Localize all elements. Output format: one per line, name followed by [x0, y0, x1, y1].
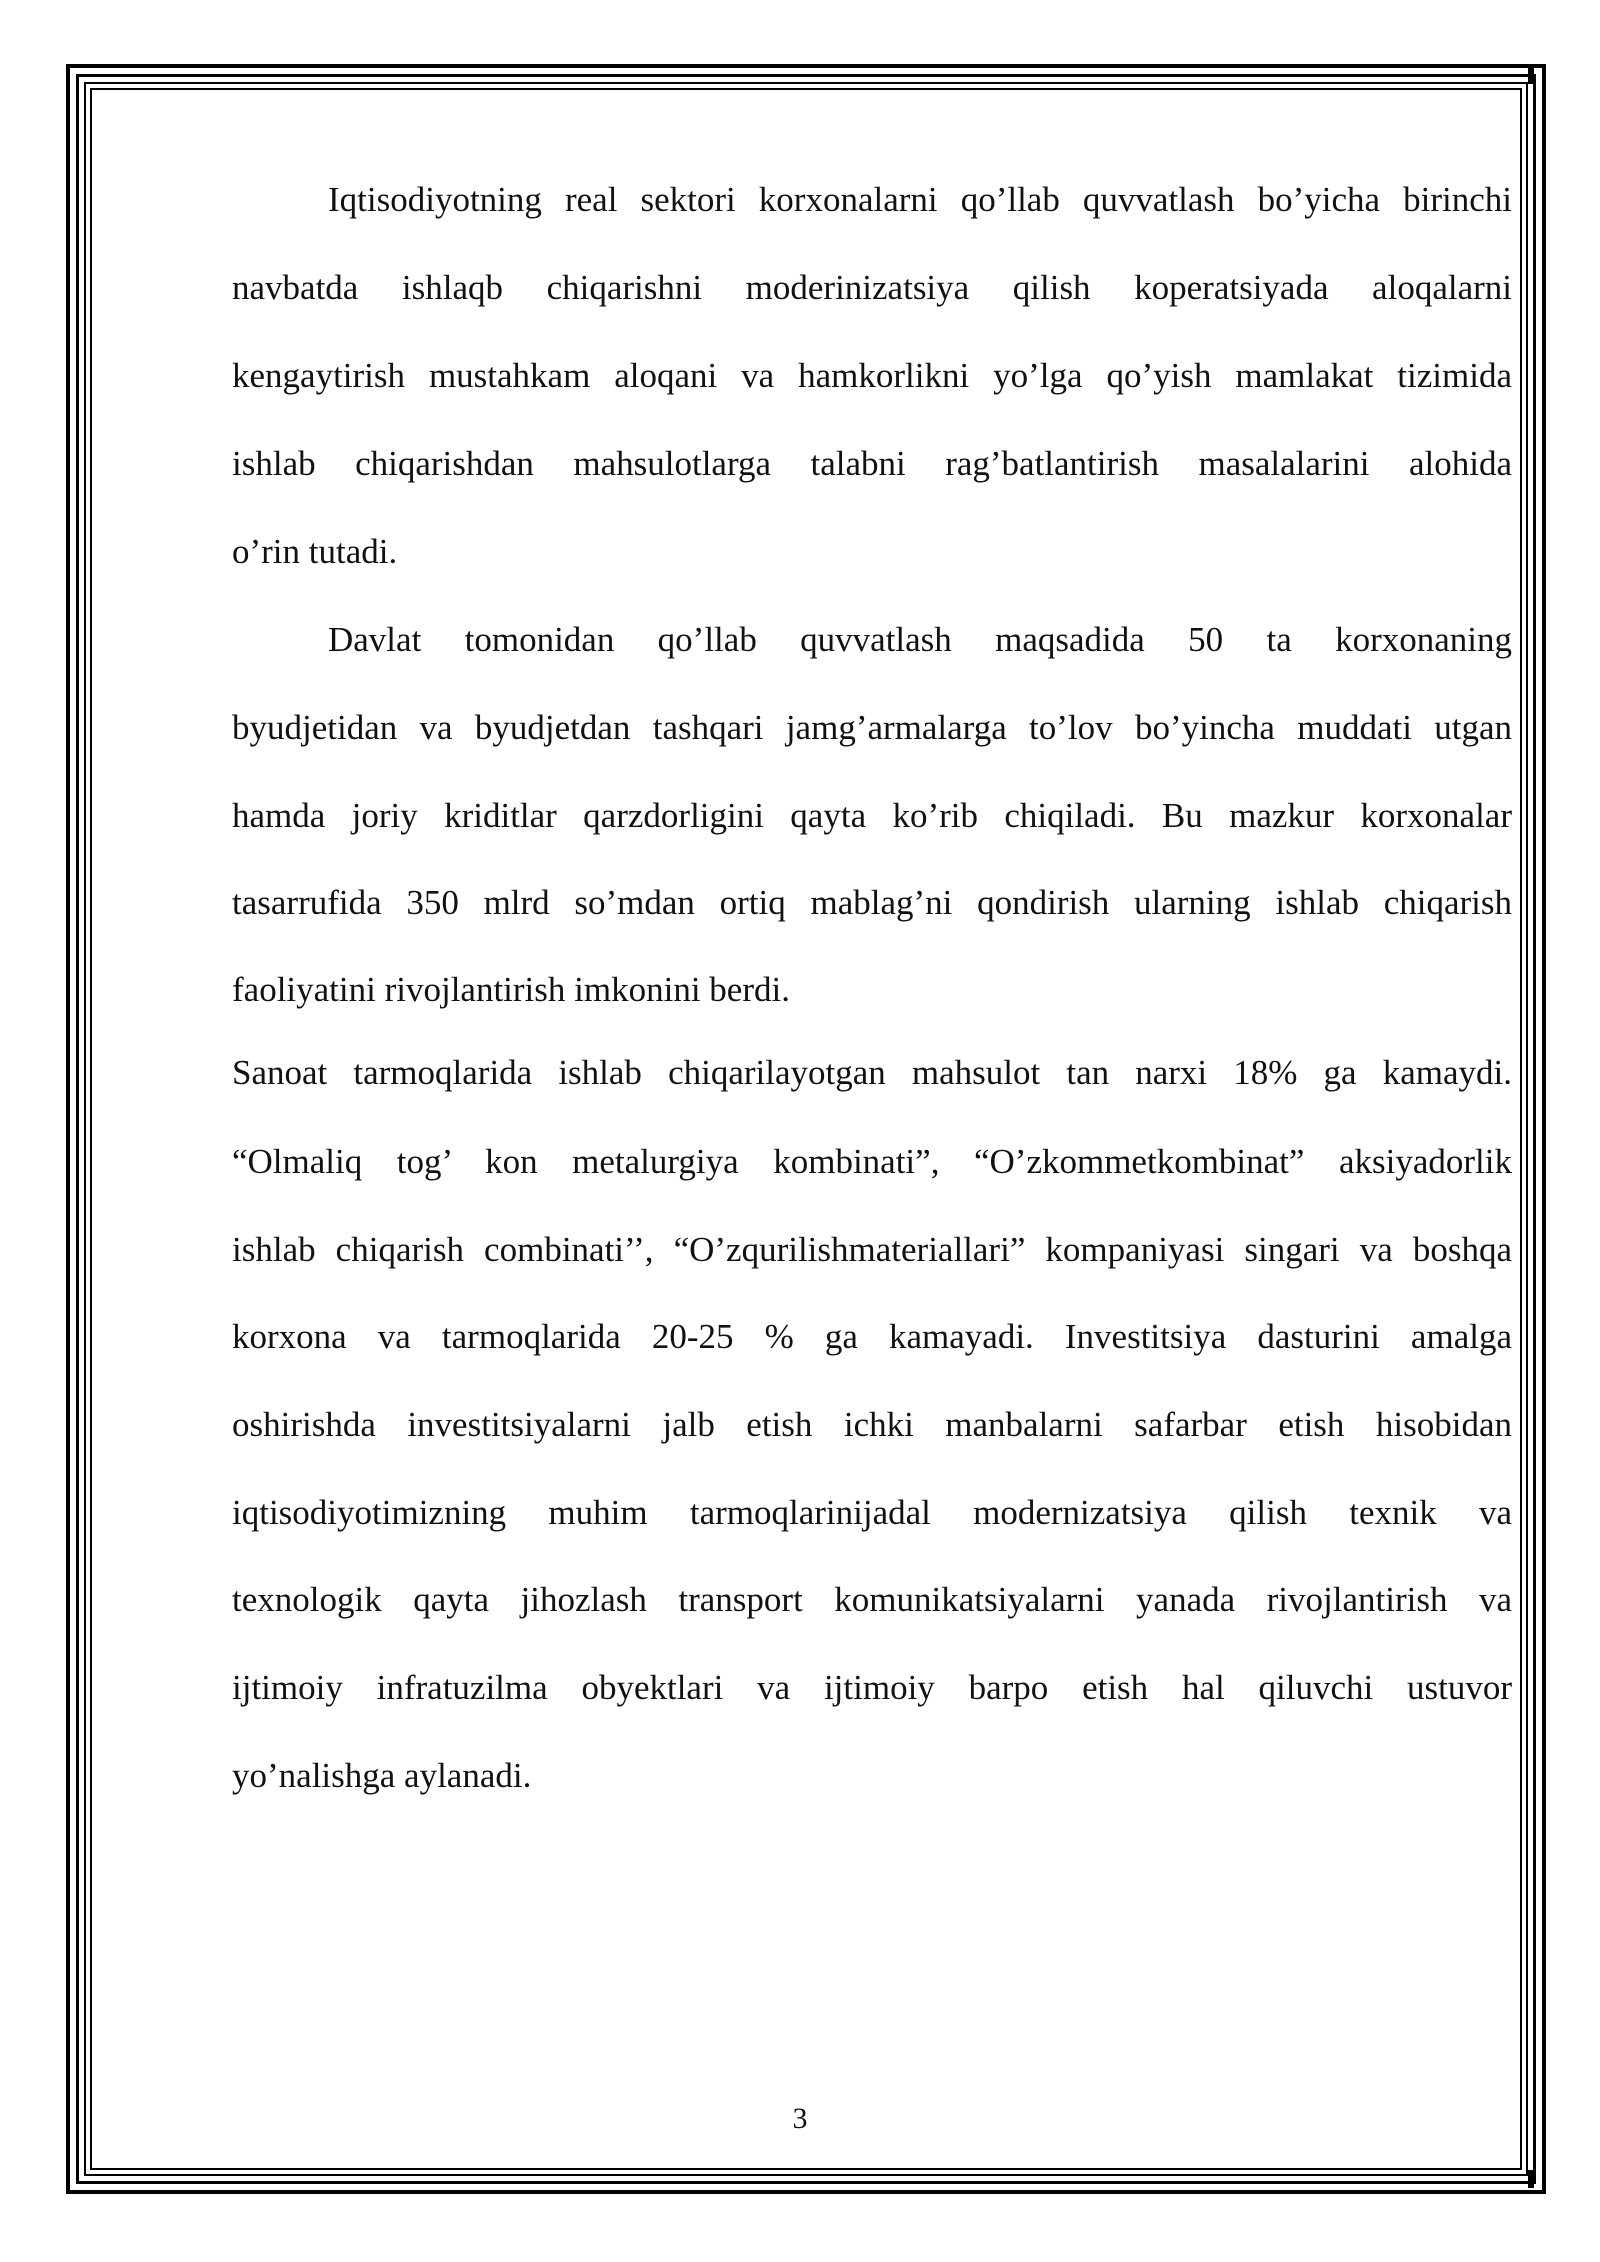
text-line: byudjetidan va byudjetdan tashqari jamg’armalarga to’lov bo’yincha muddati utgan	[232, 708, 1512, 747]
text-line: “Olmaliq tog’ kon metalurgiya kombinati”, “O’zkommetkombinat” aksiyadorlik	[232, 1142, 1512, 1181]
text-line: texnologik qayta jihozlash transport komunikatsiyalarni yanada rivojlantirish va	[232, 1580, 1512, 1619]
text-line: Iqtisodiyotning real sektori korxonalarni qo’llab quvvatlash bo’yicha birinchi	[328, 180, 1512, 219]
border-corner-top-right	[1528, 66, 1534, 84]
page-border-inner	[90, 88, 1522, 2170]
text-line: Sanoat tarmoqlarida ishlab chiqarilayotgan mahsulot tan narxi 18% ga kamaydi.	[232, 1053, 1512, 1092]
text-line: kengaytirish mustahkam aloqani va hamkorlikni yo’lga qo’yish mamlakat tizimida	[232, 356, 1512, 395]
text-line: ishlab chiqarishdan mahsulotlarga talabni rag’batlantirish masalalarini alohida	[232, 444, 1512, 483]
text-line: ishlab chiqarish combinati’’, “O’zqurilishmateriallari” kompaniyasi singari va boshqa	[232, 1230, 1512, 1269]
text-line: oshirishda investitsiyalarni jalb etish ichki manbalarni safarbar etish hisobidan	[232, 1405, 1512, 1444]
text-line: iqtisodiyotimizning muhim tarmoqlarinijadal modernizatsiya qilish texnik va	[232, 1493, 1512, 1532]
border-corner-bottom-right	[1528, 2170, 1534, 2188]
text-line: o’rin tutadi.	[232, 532, 398, 571]
text-line: ijtimoiy infratuzilma obyektlari va ijtimoiy barpo etish hal qiluvchi ustuvor	[232, 1668, 1512, 1707]
text-line: tasarrufida 350 mlrd so’mdan ortiq mablag’ni qondirish ularning ishlab chiqarish	[232, 883, 1512, 922]
text-line: hamda joriy kriditlar qarzdorligini qayta ko’rib chiqiladi. Bu mazkur korxonalar	[232, 796, 1512, 835]
text-line: korxona va tarmoqlarida 20-25 % ga kamayadi. Investitsiya dasturini amalga	[232, 1317, 1512, 1356]
text-line: yo’nalishga aylanadi.	[232, 1756, 532, 1795]
text-line: faoliyatini rivojlantirish imkonini berdi.	[232, 970, 790, 1009]
text-line: Davlat tomonidan qo’llab quvvatlash maqsadida 50 ta korxonaning	[328, 620, 1512, 659]
text-line: navbatda ishlaqb chiqarishni moderinizatsiya qilish koperatsiyada aloqalarni	[232, 268, 1512, 307]
page-number: 3	[792, 2102, 808, 2135]
